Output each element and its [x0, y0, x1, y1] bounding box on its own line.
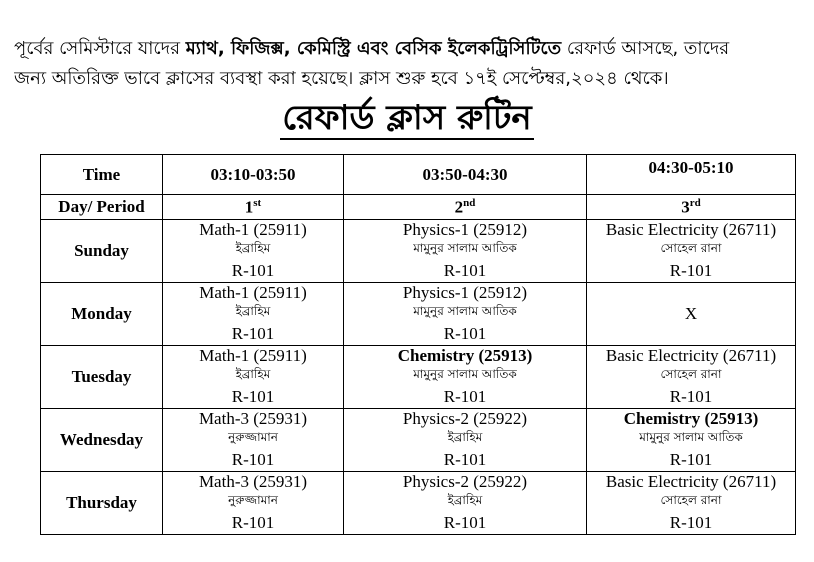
class-cell [163, 283, 344, 346]
period-2-suffix: nd [463, 196, 476, 209]
time-slot-2: 03:50-04:30 [344, 155, 587, 195]
room-number: R-101 [231, 387, 275, 406]
teacher-name: মামুনুর সালাম আতিক [413, 304, 517, 318]
class-cell [587, 283, 796, 346]
teacher-name: ইব্রাহিম [447, 493, 483, 507]
day-name: Sunday [41, 220, 163, 283]
course-name: Math-1 (25911) [199, 346, 307, 365]
time-label: Time [41, 155, 163, 195]
teacher-name: মামুনুর সালাম আতিক [413, 241, 517, 255]
teacher-name: সোহেল রানা [660, 493, 722, 507]
course-name: Physics-2 (25922) [402, 409, 528, 428]
teacher-name: ইব্রাহিম [447, 430, 483, 444]
room-number: R-101 [669, 387, 713, 406]
day-row [41, 283, 796, 346]
time-header-row [41, 155, 796, 195]
room-number: R-101 [231, 261, 275, 280]
room-number: R-101 [231, 513, 275, 532]
room-number: R-101 [443, 324, 487, 343]
teacher-name: নুরুজ্জামান [228, 493, 278, 507]
class-cell [587, 346, 796, 409]
day-name: Wednesday [41, 409, 163, 472]
period-label: Day/ Period [41, 195, 163, 220]
course-name: Math-1 (25911) [199, 283, 307, 302]
teacher-name: ইব্রাহিম [235, 367, 271, 381]
room-number: R-101 [231, 324, 275, 343]
class-cell [587, 472, 796, 535]
day-name: Thursday [41, 472, 163, 535]
day-row [41, 409, 796, 472]
class-cell [163, 409, 344, 472]
page-title-wrap [0, 98, 814, 140]
period-1-suffix: st [253, 196, 262, 209]
class-cell [344, 472, 587, 535]
teacher-name: ইব্রাহিম [235, 241, 271, 255]
period-3-suffix: rd [689, 196, 701, 209]
period-3 [587, 195, 796, 220]
teacher-name: সোহেল রানা [660, 367, 722, 381]
period-2 [344, 195, 587, 220]
period-3-number: 3 [681, 197, 690, 217]
room-number: R-101 [443, 387, 487, 406]
class-cell [163, 220, 344, 283]
room-number: R-101 [669, 261, 713, 280]
notice-line-1-end: রেফার্ড আসছে, তাদের [561, 38, 730, 59]
period-1-number: 1 [244, 197, 254, 217]
room-number: R-101 [669, 450, 713, 469]
period-2-number: 2 [454, 197, 464, 217]
notice-text [14, 34, 814, 94]
class-cell [163, 472, 344, 535]
class-cell [344, 346, 587, 409]
course-name: Basic Electricity (26711) [605, 472, 777, 491]
notice-subjects: ম্যাথ, ফিজিক্স, কেমিস্ট্রি এবং বেসিক ইলেকট্রিসিটিতে [185, 38, 562, 59]
period-header-row [41, 195, 796, 220]
page-title: রেফার্ড ক্লাস রুটিন [282, 98, 532, 138]
room-number: R-101 [669, 513, 713, 532]
course-name: Chemistry (25913) [397, 346, 533, 365]
class-cell [587, 220, 796, 283]
day-name: Monday [41, 283, 163, 346]
course-name: Math-1 (25911) [199, 220, 307, 239]
teacher-name: সোহেল রানা [660, 241, 722, 255]
teacher-name: ইব্রাহিম [235, 304, 271, 318]
course-name: Chemistry (25913) [623, 409, 759, 428]
notice-line-1 [14, 34, 814, 64]
course-name: Math-3 (25931) [198, 409, 308, 428]
day-row [41, 472, 796, 535]
notice-line-2: জন্য অতিরিক্ত ভাবে ক্লাসের ব্যবস্থা করা হয়েছে। ক্লাস শুরু হবে ১৭ই সেপ্টেম্বর,২০২৪ থেকে। [14, 68, 669, 89]
no-class-mark: X [684, 304, 698, 323]
notice-line-1-start: পূর্বের সেমিস্টারে যাদের [14, 38, 186, 59]
course-name: Basic Electricity (26711) [605, 346, 777, 365]
course-name: Physics-1 (25912) [402, 283, 528, 302]
day-name: Tuesday [41, 346, 163, 409]
class-cell [163, 346, 344, 409]
room-number: R-101 [443, 261, 487, 280]
time-slot-1: 03:10-03:50 [163, 155, 344, 195]
time-slot-3: 04:30-05:10 [587, 155, 796, 195]
course-name: Physics-1 (25912) [402, 220, 528, 239]
room-number: R-101 [443, 450, 487, 469]
course-name: Physics-2 (25922) [402, 472, 528, 491]
class-cell [344, 220, 587, 283]
class-cell [587, 409, 796, 472]
teacher-name: মামুনুর সালাম আতিক [639, 430, 743, 444]
teacher-name: মামুনুর সালাম আতিক [413, 367, 517, 381]
period-1 [163, 195, 344, 220]
day-row [41, 346, 796, 409]
course-name: Basic Electricity (26711) [605, 220, 777, 239]
class-routine-table [40, 154, 796, 535]
course-name: Math-3 (25931) [198, 472, 308, 491]
room-number: R-101 [443, 513, 487, 532]
day-row [41, 220, 796, 283]
teacher-name: নুরুজ্জামান [228, 430, 278, 444]
class-cell [344, 409, 587, 472]
room-number: R-101 [231, 450, 275, 469]
class-cell [344, 283, 587, 346]
